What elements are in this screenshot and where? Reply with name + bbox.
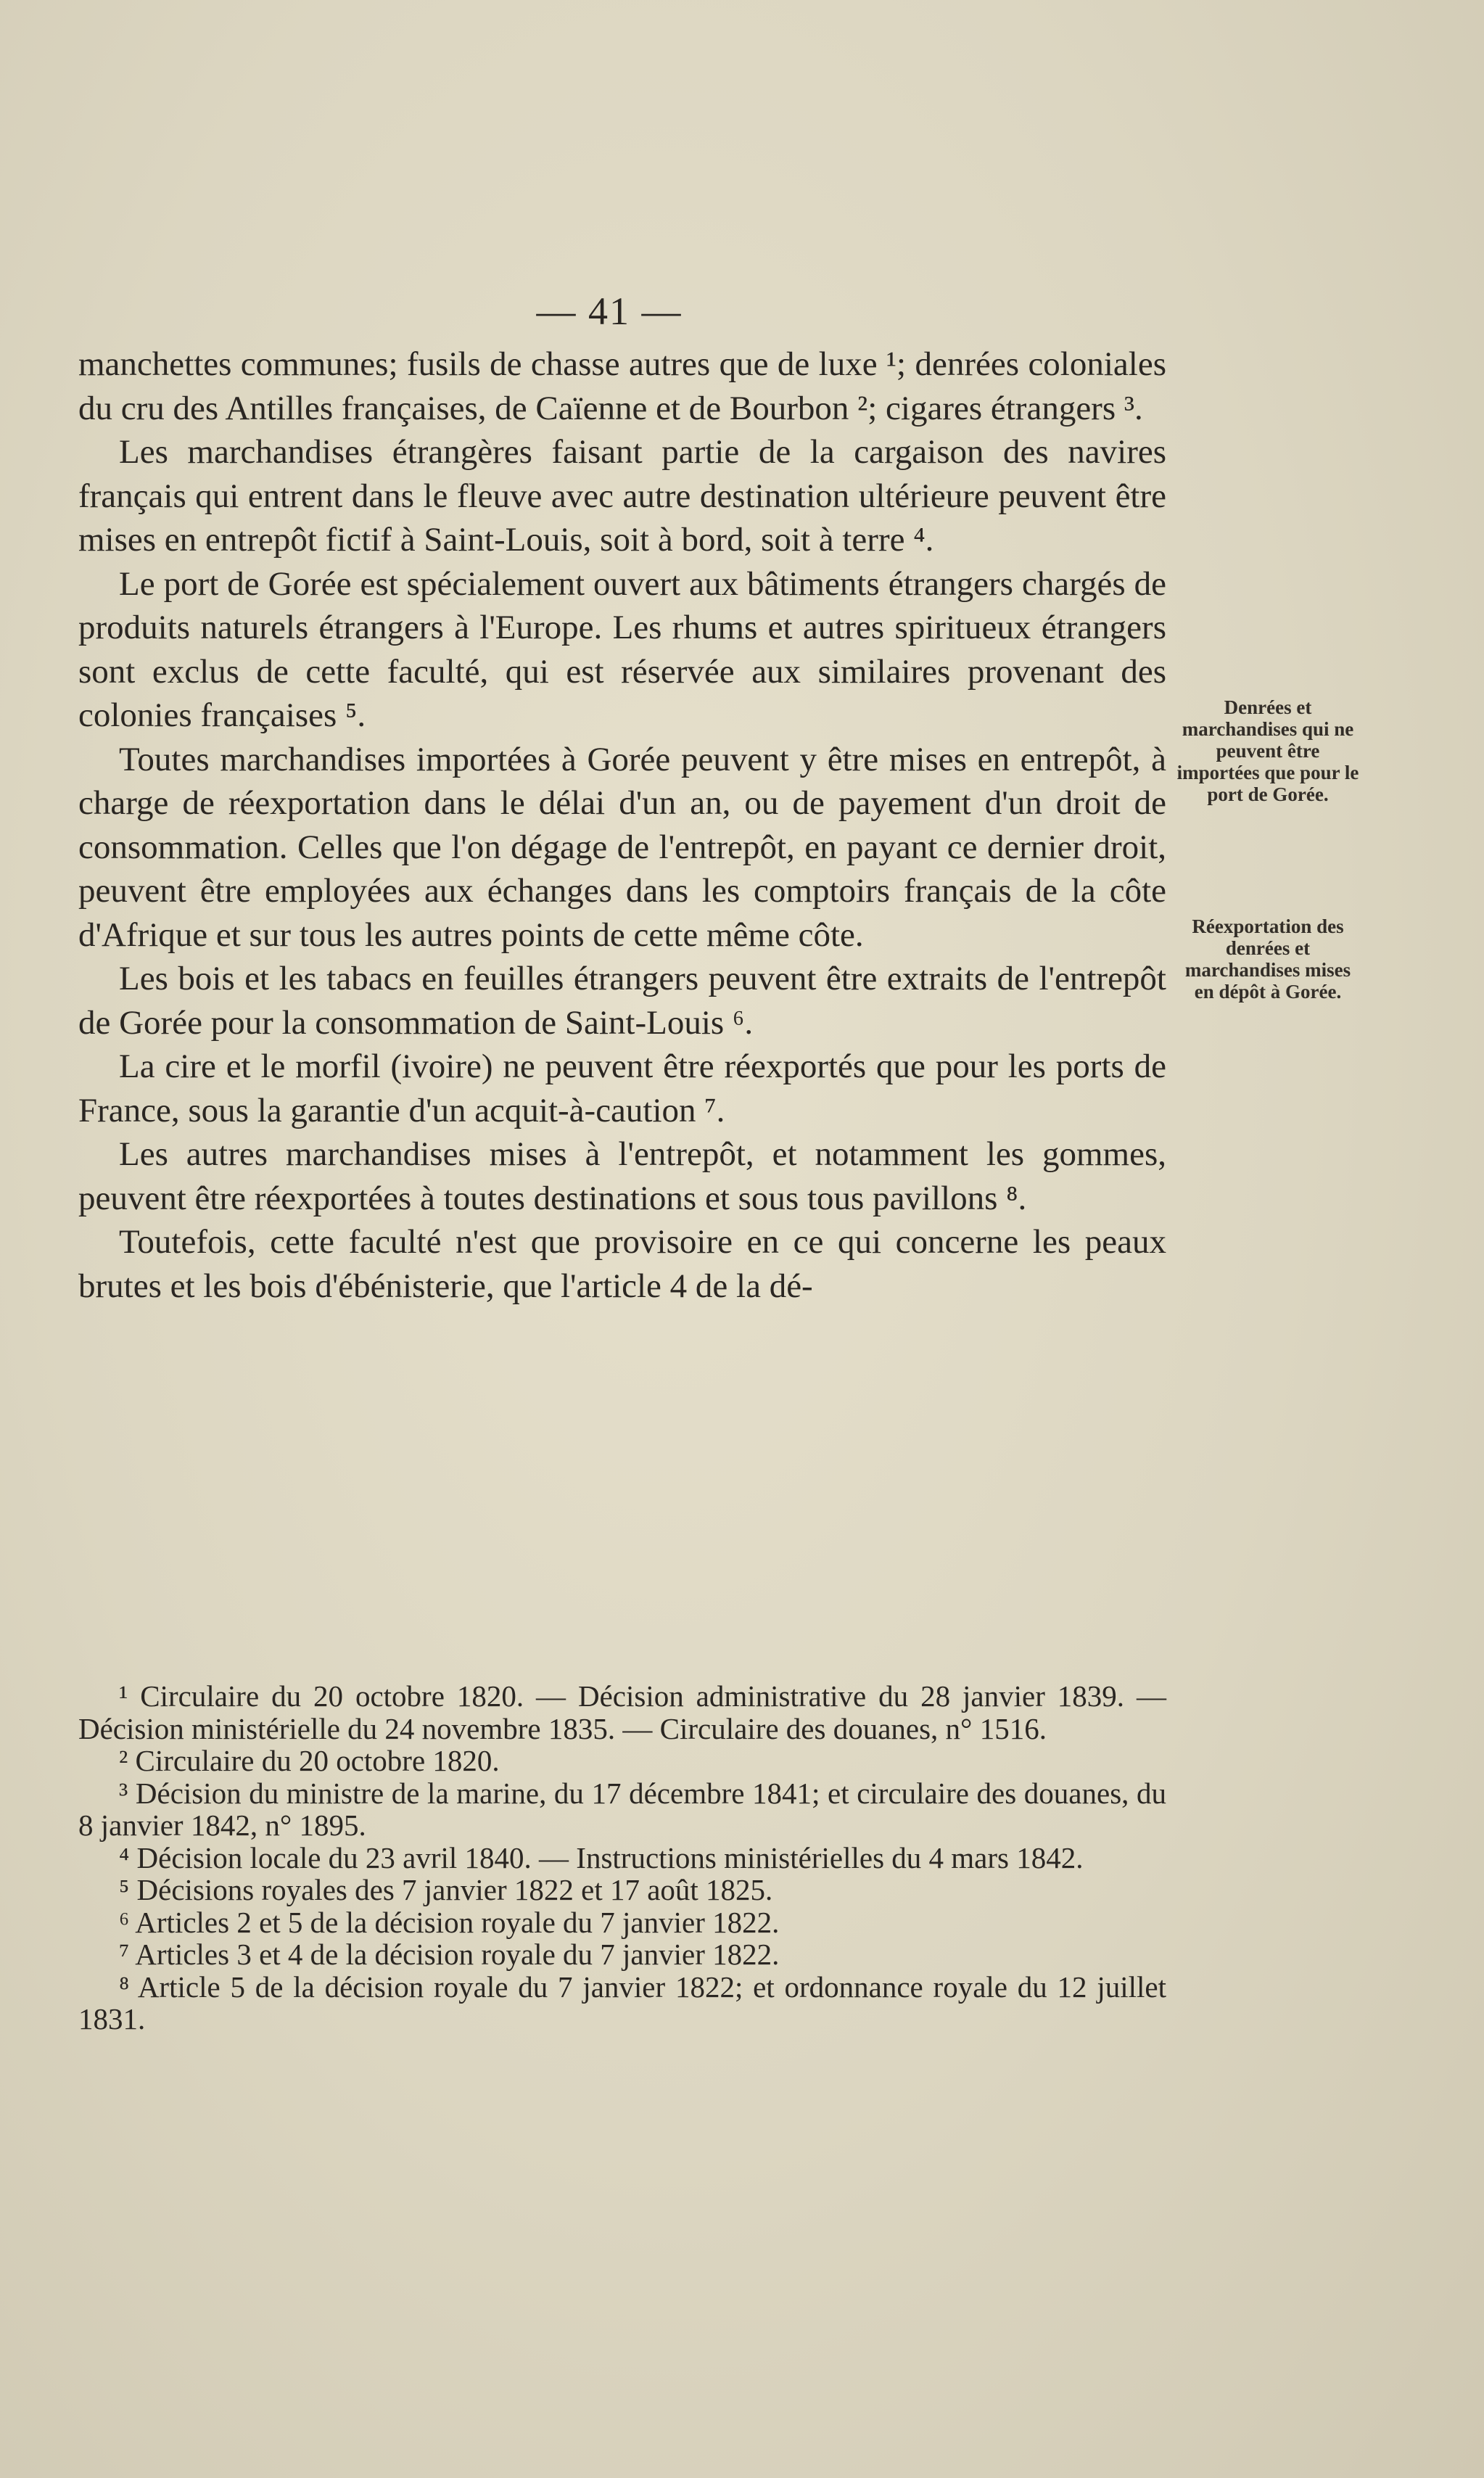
footnote: ⁷ Articles 3 et 4 de la décision royale du 7 janvier 1822.	[119, 1938, 780, 1971]
paragraph: La cire et le morfil (ivoire) ne peuvent être réexportés que pour les ports de France, sous la garantie d'un acquit-à-caution ⁷.	[78, 1047, 1166, 1129]
page-number: — 41 —	[536, 289, 683, 333]
paragraph: Toutes marchandises importées à Gorée peuvent y être mises en entrepôt, à charge de réexportation dans le délai d'un an, ou de payement d'un droit de consommation. Celles que l'on dégage de l'entrepôt, en payant ce dernier droit, peuvent être employées aux échanges dans les comptoirs français de la côte d'Afrique et sur tous les autres points de cette même côte.	[78, 740, 1166, 954]
footnotes	[78, 1680, 1166, 2036]
footnote: ¹ Circulaire du 20 octobre 1820. — Décision administrative du 28 janvier 1839. — Décision ministérielle du 24 novembre 1835. — Circulaire des douanes, n° 1516.	[78, 1679, 1166, 1745]
paragraph: Toutefois, cette faculté n'est que provisoire en ce qui concerne les peaux brutes et les bois d'ébénisterie, que l'article 4 de la dé-	[78, 1223, 1166, 1305]
footnote: ⁵ Décisions royales des 7 janvier 1822 et 17 août 1825.	[119, 1873, 773, 1906]
margin-note: Réexportation des denrées et marchandises mises en dépôt à Gorée.	[1184, 915, 1351, 1003]
footnote: ² Circulaire du 20 octobre 1820.	[119, 1744, 500, 1777]
margin-note: Denrées et marchandises qui ne peuvent être importées que pour le port de Gorée.	[1176, 696, 1359, 805]
footnote: ³ Décision du ministre de la marine, du 17 décembre 1841; et circulaire des douanes, du 8 janvier 1842, n° 1895.	[78, 1776, 1166, 1842]
footnote: ⁸ Article 5 de la décision royale du 7 janvier 1822; et ordonnance royale du 12 juillet 1831.	[78, 1969, 1166, 2036]
paragraph: Les autres marchandises mises à l'entrepôt, et notamment les gommes, peuvent être réexportées à toutes destinations et sous tous pavillons ⁸.	[78, 1135, 1166, 1217]
paragraph: manchettes communes; fusils de chasse autres que de luxe ¹; denrées coloniales du cru des Antilles françaises, de Caïenne et de Bourbon ²; cigares étrangers ³.	[78, 345, 1166, 427]
footnote: ⁶ Articles 2 et 5 de la décision royale du 7 janvier 1822.	[119, 1905, 780, 1939]
paragraph: Les marchandises étrangères faisant partie de la cargaison des navires français qui entrent dans le fleuve avec autre destination ultérieure peuvent être mises en entrepôt fictif à Saint-Louis, soit à bord, soit à terre ⁴.	[78, 433, 1166, 559]
paragraph: Les bois et les tabacs en feuilles étrangers peuvent être extraits de l'entrepôt de Gorée pour la consommation de Saint-Louis ⁶.	[78, 960, 1166, 1042]
paragraph: Le port de Gorée est spécialement ouvert aux bâtiments étrangers chargés de produits naturels étrangers à l'Europe. Les rhums et autres spiritueux étrangers sont exclus de cette faculté, qui est réservée aux similaires provenant des colonies françaises ⁵.	[78, 564, 1166, 734]
main-text	[78, 342, 1166, 1308]
footnote: ⁴ Décision locale du 23 avril 1840. — Instructions ministérielles du 4 mars 1842.	[119, 1840, 1084, 1874]
